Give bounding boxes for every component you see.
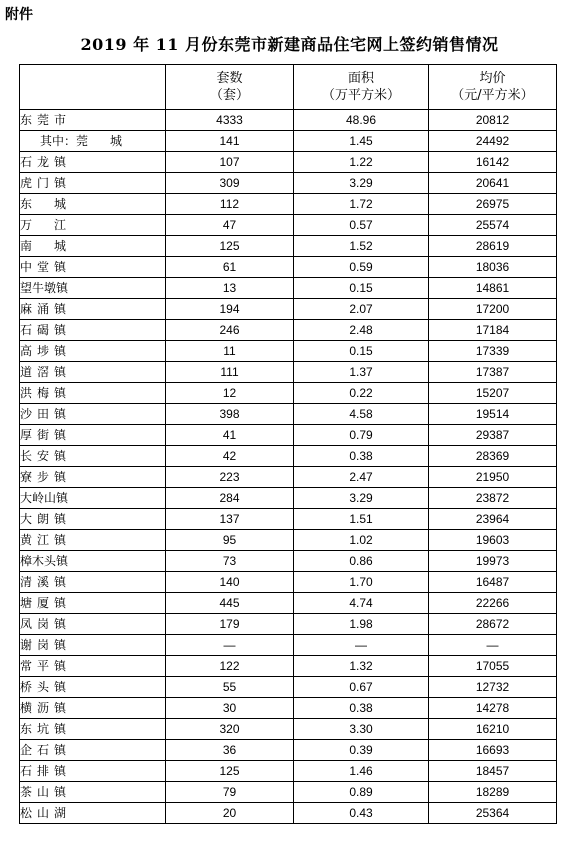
area-cell: 1.02 bbox=[294, 530, 429, 551]
price-cell: 19973 bbox=[429, 551, 557, 572]
region-name-cell bbox=[20, 551, 166, 572]
units-cell: 61 bbox=[166, 257, 294, 278]
area-cell: 4.58 bbox=[294, 404, 429, 425]
units-cell: 141 bbox=[166, 131, 294, 152]
price-cell: 20812 bbox=[429, 110, 557, 131]
price-cell: 12732 bbox=[429, 677, 557, 698]
price-cell: 18289 bbox=[429, 782, 557, 803]
area-cell: 0.67 bbox=[294, 677, 429, 698]
region-prefix: 其中： bbox=[40, 134, 77, 148]
header-price bbox=[429, 65, 557, 110]
price-cell: 25364 bbox=[429, 803, 557, 824]
area-cell: 0.38 bbox=[294, 698, 429, 719]
region-name: 凤岗镇 bbox=[20, 617, 72, 631]
table-row bbox=[20, 257, 557, 278]
units-cell: 140 bbox=[166, 572, 294, 593]
area-cell: 2.48 bbox=[294, 320, 429, 341]
region-name: 横沥镇 bbox=[20, 701, 72, 715]
area-cell: 0.59 bbox=[294, 257, 429, 278]
table-row bbox=[20, 152, 557, 173]
price-cell: 16693 bbox=[429, 740, 557, 761]
price-cell: 28619 bbox=[429, 236, 557, 257]
region-name-cell bbox=[20, 614, 166, 635]
units-cell: 112 bbox=[166, 194, 294, 215]
price-cell: 16487 bbox=[429, 572, 557, 593]
table-row bbox=[20, 572, 557, 593]
region-name-cell bbox=[20, 173, 166, 194]
area-cell: 1.98 bbox=[294, 614, 429, 635]
region-name-cell bbox=[20, 446, 166, 467]
units-cell: 73 bbox=[166, 551, 294, 572]
region-name-cell bbox=[20, 194, 166, 215]
price-cell: 23964 bbox=[429, 509, 557, 530]
price-cell: 24492 bbox=[429, 131, 557, 152]
table-row bbox=[20, 488, 557, 509]
units-cell: 125 bbox=[166, 236, 294, 257]
price-cell: — bbox=[429, 635, 557, 656]
region-name-cell bbox=[20, 110, 166, 131]
region-name-cell bbox=[20, 509, 166, 530]
price-cell: 25574 bbox=[429, 215, 557, 236]
area-cell: 1.72 bbox=[294, 194, 429, 215]
region-name: 东坑镇 bbox=[20, 722, 72, 736]
table-row bbox=[20, 635, 557, 656]
area-cell: 2.47 bbox=[294, 467, 429, 488]
region-name-cell bbox=[20, 530, 166, 551]
table-row bbox=[20, 362, 557, 383]
region-name-cell bbox=[20, 320, 166, 341]
price-cell: 17200 bbox=[429, 299, 557, 320]
region-name: 道滘镇 bbox=[20, 365, 72, 379]
units-cell: 107 bbox=[166, 152, 294, 173]
table-row bbox=[20, 656, 557, 677]
table-row bbox=[20, 698, 557, 719]
units-cell: 55 bbox=[166, 677, 294, 698]
table-row bbox=[20, 404, 557, 425]
price-cell: 17184 bbox=[429, 320, 557, 341]
price-cell: 19603 bbox=[429, 530, 557, 551]
region-name-cell bbox=[20, 299, 166, 320]
area-cell: 1.22 bbox=[294, 152, 429, 173]
table-row bbox=[20, 551, 557, 572]
region-name-cell bbox=[20, 404, 166, 425]
table-row bbox=[20, 131, 557, 152]
area-cell: 0.89 bbox=[294, 782, 429, 803]
units-cell: 137 bbox=[166, 509, 294, 530]
units-cell: 13 bbox=[166, 278, 294, 299]
area-cell: 0.57 bbox=[294, 215, 429, 236]
region-name: 大岭山镇 bbox=[20, 491, 69, 505]
header-units bbox=[166, 65, 294, 110]
region-name: 石龙镇 bbox=[20, 155, 72, 169]
table-row bbox=[20, 719, 557, 740]
price-cell: 21950 bbox=[429, 467, 557, 488]
units-cell: 309 bbox=[166, 173, 294, 194]
region-name-cell bbox=[20, 761, 166, 782]
area-cell: 1.52 bbox=[294, 236, 429, 257]
table-row bbox=[20, 677, 557, 698]
region-name: 厚街镇 bbox=[20, 428, 72, 442]
region-name: 洪梅镇 bbox=[20, 386, 72, 400]
area-cell: 0.39 bbox=[294, 740, 429, 761]
region-name-cell bbox=[20, 677, 166, 698]
price-cell: 14861 bbox=[429, 278, 557, 299]
region-name: 中堂镇 bbox=[20, 260, 72, 274]
region-name: 谢岗镇 bbox=[20, 638, 72, 652]
table-header-row bbox=[20, 65, 557, 110]
table-row bbox=[20, 593, 557, 614]
table-row bbox=[20, 740, 557, 761]
table-row bbox=[20, 215, 557, 236]
price-cell: 17339 bbox=[429, 341, 557, 362]
region-name: 高埗镇 bbox=[20, 344, 72, 358]
area-cell: 0.79 bbox=[294, 425, 429, 446]
units-cell: 12 bbox=[166, 383, 294, 404]
area-cell: 1.32 bbox=[294, 656, 429, 677]
region-name: 石排镇 bbox=[20, 764, 72, 778]
price-cell: 18036 bbox=[429, 257, 557, 278]
units-cell: 47 bbox=[166, 215, 294, 236]
region-name: 塘厦镇 bbox=[20, 596, 72, 610]
area-cell: 0.15 bbox=[294, 341, 429, 362]
region-name: 南 城 bbox=[20, 239, 72, 253]
region-name: 石碣镇 bbox=[20, 323, 72, 337]
price-cell: 16210 bbox=[429, 719, 557, 740]
attachment-label: 附件 bbox=[5, 7, 33, 23]
region-name-cell bbox=[20, 467, 166, 488]
region-name: 麻涌镇 bbox=[20, 302, 72, 316]
price-cell: 17055 bbox=[429, 656, 557, 677]
header-price-unit: （元/平方米） bbox=[451, 88, 534, 103]
region-name-cell bbox=[20, 257, 166, 278]
area-cell: 1.46 bbox=[294, 761, 429, 782]
document-title: 2019 年 11 月份东莞市新建商品住宅网上签约销售情况 bbox=[80, 35, 499, 54]
region-name: 莞 城 bbox=[76, 134, 128, 148]
region-name: 长安镇 bbox=[20, 449, 72, 463]
area-cell: 2.07 bbox=[294, 299, 429, 320]
region-name-cell bbox=[20, 635, 166, 656]
region-name: 桥头镇 bbox=[20, 680, 72, 694]
area-cell: 1.45 bbox=[294, 131, 429, 152]
price-cell: 18457 bbox=[429, 761, 557, 782]
area-cell: 1.51 bbox=[294, 509, 429, 530]
region-name-cell bbox=[20, 341, 166, 362]
area-cell: 48.96 bbox=[294, 110, 429, 131]
sales-table bbox=[19, 64, 557, 824]
table-row bbox=[20, 320, 557, 341]
header-price-label: 均价 bbox=[479, 71, 506, 86]
header-area-label: 面积 bbox=[347, 71, 374, 86]
table-row bbox=[20, 446, 557, 467]
region-name: 黄江镇 bbox=[20, 533, 72, 547]
area-cell: 0.15 bbox=[294, 278, 429, 299]
header-units-unit: （套） bbox=[209, 88, 249, 103]
table-row bbox=[20, 761, 557, 782]
region-name: 虎门镇 bbox=[20, 176, 72, 190]
price-cell: 29387 bbox=[429, 425, 557, 446]
table-row bbox=[20, 530, 557, 551]
price-cell: 22266 bbox=[429, 593, 557, 614]
region-name: 茶山镇 bbox=[20, 785, 72, 799]
header-units-label: 套数 bbox=[216, 71, 243, 86]
table-row bbox=[20, 236, 557, 257]
units-cell: 30 bbox=[166, 698, 294, 719]
area-cell: 4.74 bbox=[294, 593, 429, 614]
price-cell: 23872 bbox=[429, 488, 557, 509]
region-name: 沙田镇 bbox=[20, 407, 72, 421]
units-cell: 95 bbox=[166, 530, 294, 551]
region-name-cell bbox=[20, 803, 166, 824]
table-row bbox=[20, 509, 557, 530]
region-name: 常平镇 bbox=[20, 659, 72, 673]
area-cell: 0.38 bbox=[294, 446, 429, 467]
region-name-cell bbox=[20, 698, 166, 719]
area-cell: 3.29 bbox=[294, 173, 429, 194]
table-row bbox=[20, 467, 557, 488]
table-row bbox=[20, 341, 557, 362]
region-name-cell bbox=[20, 215, 166, 236]
region-name-cell bbox=[20, 740, 166, 761]
table-row bbox=[20, 383, 557, 404]
table-row bbox=[20, 425, 557, 446]
region-name: 东莞市 bbox=[20, 113, 72, 127]
price-cell: 26975 bbox=[429, 194, 557, 215]
units-cell: 284 bbox=[166, 488, 294, 509]
region-name: 清溪镇 bbox=[20, 575, 72, 589]
region-name-cell bbox=[20, 278, 166, 299]
region-name-cell bbox=[20, 362, 166, 383]
units-cell: 42 bbox=[166, 446, 294, 467]
table-row bbox=[20, 194, 557, 215]
units-cell: 246 bbox=[166, 320, 294, 341]
area-cell: 3.29 bbox=[294, 488, 429, 509]
region-name-cell bbox=[20, 782, 166, 803]
region-name-cell bbox=[20, 719, 166, 740]
area-cell: — bbox=[294, 635, 429, 656]
units-cell: 11 bbox=[166, 341, 294, 362]
table-row bbox=[20, 782, 557, 803]
units-cell: 4333 bbox=[166, 110, 294, 131]
price-cell: 17387 bbox=[429, 362, 557, 383]
table-row bbox=[20, 299, 557, 320]
units-cell: 398 bbox=[166, 404, 294, 425]
area-cell: 1.37 bbox=[294, 362, 429, 383]
units-cell: — bbox=[166, 635, 294, 656]
region-name: 东 城 bbox=[20, 197, 72, 211]
region-name-cell bbox=[20, 425, 166, 446]
table-row bbox=[20, 278, 557, 299]
units-cell: 20 bbox=[166, 803, 294, 824]
region-name-cell bbox=[20, 572, 166, 593]
region-name-cell bbox=[20, 656, 166, 677]
table-row bbox=[20, 803, 557, 824]
region-name-cell bbox=[20, 488, 166, 509]
units-cell: 320 bbox=[166, 719, 294, 740]
header-region bbox=[20, 65, 166, 110]
units-cell: 41 bbox=[166, 425, 294, 446]
header-area-unit: （万平方米） bbox=[321, 88, 400, 103]
units-cell: 79 bbox=[166, 782, 294, 803]
price-cell: 20641 bbox=[429, 173, 557, 194]
region-name: 寮步镇 bbox=[20, 470, 72, 484]
units-cell: 122 bbox=[166, 656, 294, 677]
region-name: 万 江 bbox=[20, 218, 72, 232]
table-row bbox=[20, 614, 557, 635]
region-name-cell bbox=[20, 131, 166, 152]
area-cell: 0.43 bbox=[294, 803, 429, 824]
region-name-cell bbox=[20, 152, 166, 173]
units-cell: 111 bbox=[166, 362, 294, 383]
region-name: 大朗镇 bbox=[20, 512, 72, 526]
price-cell: 19514 bbox=[429, 404, 557, 425]
price-cell: 16142 bbox=[429, 152, 557, 173]
region-name-cell bbox=[20, 383, 166, 404]
region-name-cell bbox=[20, 593, 166, 614]
units-cell: 445 bbox=[166, 593, 294, 614]
price-cell: 28672 bbox=[429, 614, 557, 635]
units-cell: 179 bbox=[166, 614, 294, 635]
region-name-cell bbox=[20, 236, 166, 257]
table-body bbox=[20, 110, 557, 824]
units-cell: 194 bbox=[166, 299, 294, 320]
area-cell: 0.22 bbox=[294, 383, 429, 404]
price-cell: 15207 bbox=[429, 383, 557, 404]
region-name: 企石镇 bbox=[20, 743, 72, 757]
units-cell: 125 bbox=[166, 761, 294, 782]
area-cell: 3.30 bbox=[294, 719, 429, 740]
units-cell: 36 bbox=[166, 740, 294, 761]
region-name: 樟木头镇 bbox=[20, 554, 69, 568]
price-cell: 28369 bbox=[429, 446, 557, 467]
price-cell: 14278 bbox=[429, 698, 557, 719]
table-row bbox=[20, 110, 557, 131]
units-cell: 223 bbox=[166, 467, 294, 488]
region-name: 松山湖 bbox=[20, 806, 72, 820]
header-area bbox=[294, 65, 429, 110]
area-cell: 0.86 bbox=[294, 551, 429, 572]
table-row bbox=[20, 173, 557, 194]
area-cell: 1.70 bbox=[294, 572, 429, 593]
region-name: 望牛墩镇 bbox=[20, 281, 69, 295]
